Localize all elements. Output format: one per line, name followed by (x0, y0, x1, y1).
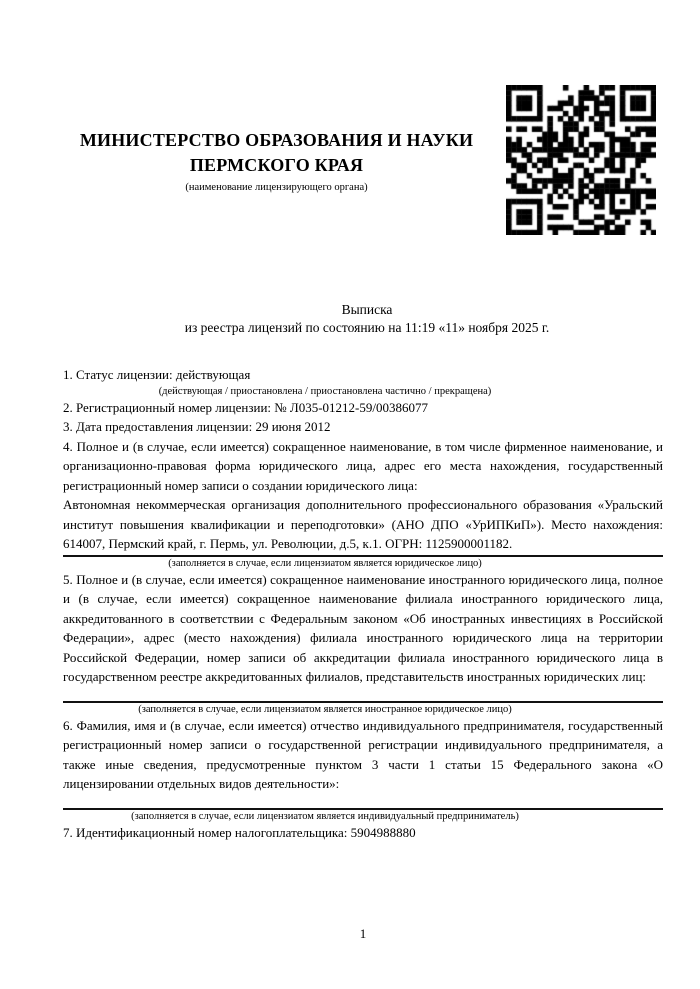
item-6-entrepreneur-value (63, 794, 663, 807)
item-6-entrepreneur-label: 6. Фамилия, имя и (в случае, если имеется) отчество индивидуального предпринимателя, государственный регистрационный номер записи о государственной регистрации индивидуального предпринимателя, а также иные сведения, предусмотренные пунктом 3 части 1 статьи 15 Федерального закона «О лицензировании отдельных видов деятельности»: (63, 717, 663, 791)
item-4-legal-entity-label: 4. Полное и (в случае, если имеется) сокращенное наименование, в том числе фирменное наименование, и организационно-правовая форма юридического лица, адрес его места нахождения, государственный регистрационный номер записи о создании юридического лица: (63, 438, 663, 493)
item-1-license-status: 1. Статус лицензии: действующая (63, 367, 251, 382)
document-title (67, 301, 667, 336)
item-6-note: (заполняется в случае, если лицензиатом является индивидуальный предприниматель) (131, 810, 519, 822)
page-number: 1 (359, 926, 367, 941)
document-body (63, 365, 663, 842)
licensing-authority-header (58, 128, 495, 194)
item-4-legal-entity-value: Автономная некоммерческая организация дополнительного профессионального образования «Уральский институт повышения квалификации и переподготовки» (АНО ДПО «УрИПКиП»). Место нахождения: 614007, Пермский край, г. Пермь, ул. Революции, д.5, к.1. ОГРН: 1125900001182. (63, 497, 663, 551)
document-title-line1: Выписка (341, 302, 393, 317)
item-7-taxpayer-number: 7. Идентификационный номер налогоплательщика: 5904988880 (63, 824, 416, 840)
item-5-note: (заполняется в случае, если лицензиатом является иностранное юридическое лицо) (138, 703, 512, 715)
item-1-note: (действующая / приостановлена / приостановлена частично / прекращена) (158, 385, 492, 397)
item-4-note: (заполняется в случае, если лицензиатом является юридическое лицо) (168, 557, 482, 569)
authority-name-line1: МИНИСТЕРСТВО ОБРАЗОВАНИЯ И НАУКИ (79, 130, 474, 150)
authority-name-line2: ПЕРМСКОГО КРАЯ (189, 155, 364, 175)
authority-note: (наименование лицензирующего органа) (185, 182, 368, 193)
item-2-registration-number: 2. Регистрационный номер лицензии: № Л035-01212-59/00386077 (63, 399, 429, 415)
item-5-foreign-entity-label: 5. Полное и (в случае, если имеется) сокращенное наименование иностранного юридического лица, полное и (в случае, если имеется) сокращенное наименование филиала иностранного юридического лица, аккредитованного в соответствии с Федеральным законом «Об иностранных инвестициях в Российской Федерации», адрес (место нахождения) филиала иностранного юридического лица на территории Российской Федерации, номер записи об аккредитации филиала иностранного юридического лица в государственном реестре аккредитованных филиалов, представительств иностранных юридических лиц: (63, 571, 663, 684)
document-title-line2: из реестра лицензий по состоянию на 11:19 «11» ноября 2025 г. (184, 319, 550, 335)
item-5-foreign-entity-value (63, 687, 663, 700)
qr-code (506, 85, 656, 235)
item-3-grant-date: 3. Дата предоставления лицензии: 29 июня 2012 (63, 419, 331, 434)
